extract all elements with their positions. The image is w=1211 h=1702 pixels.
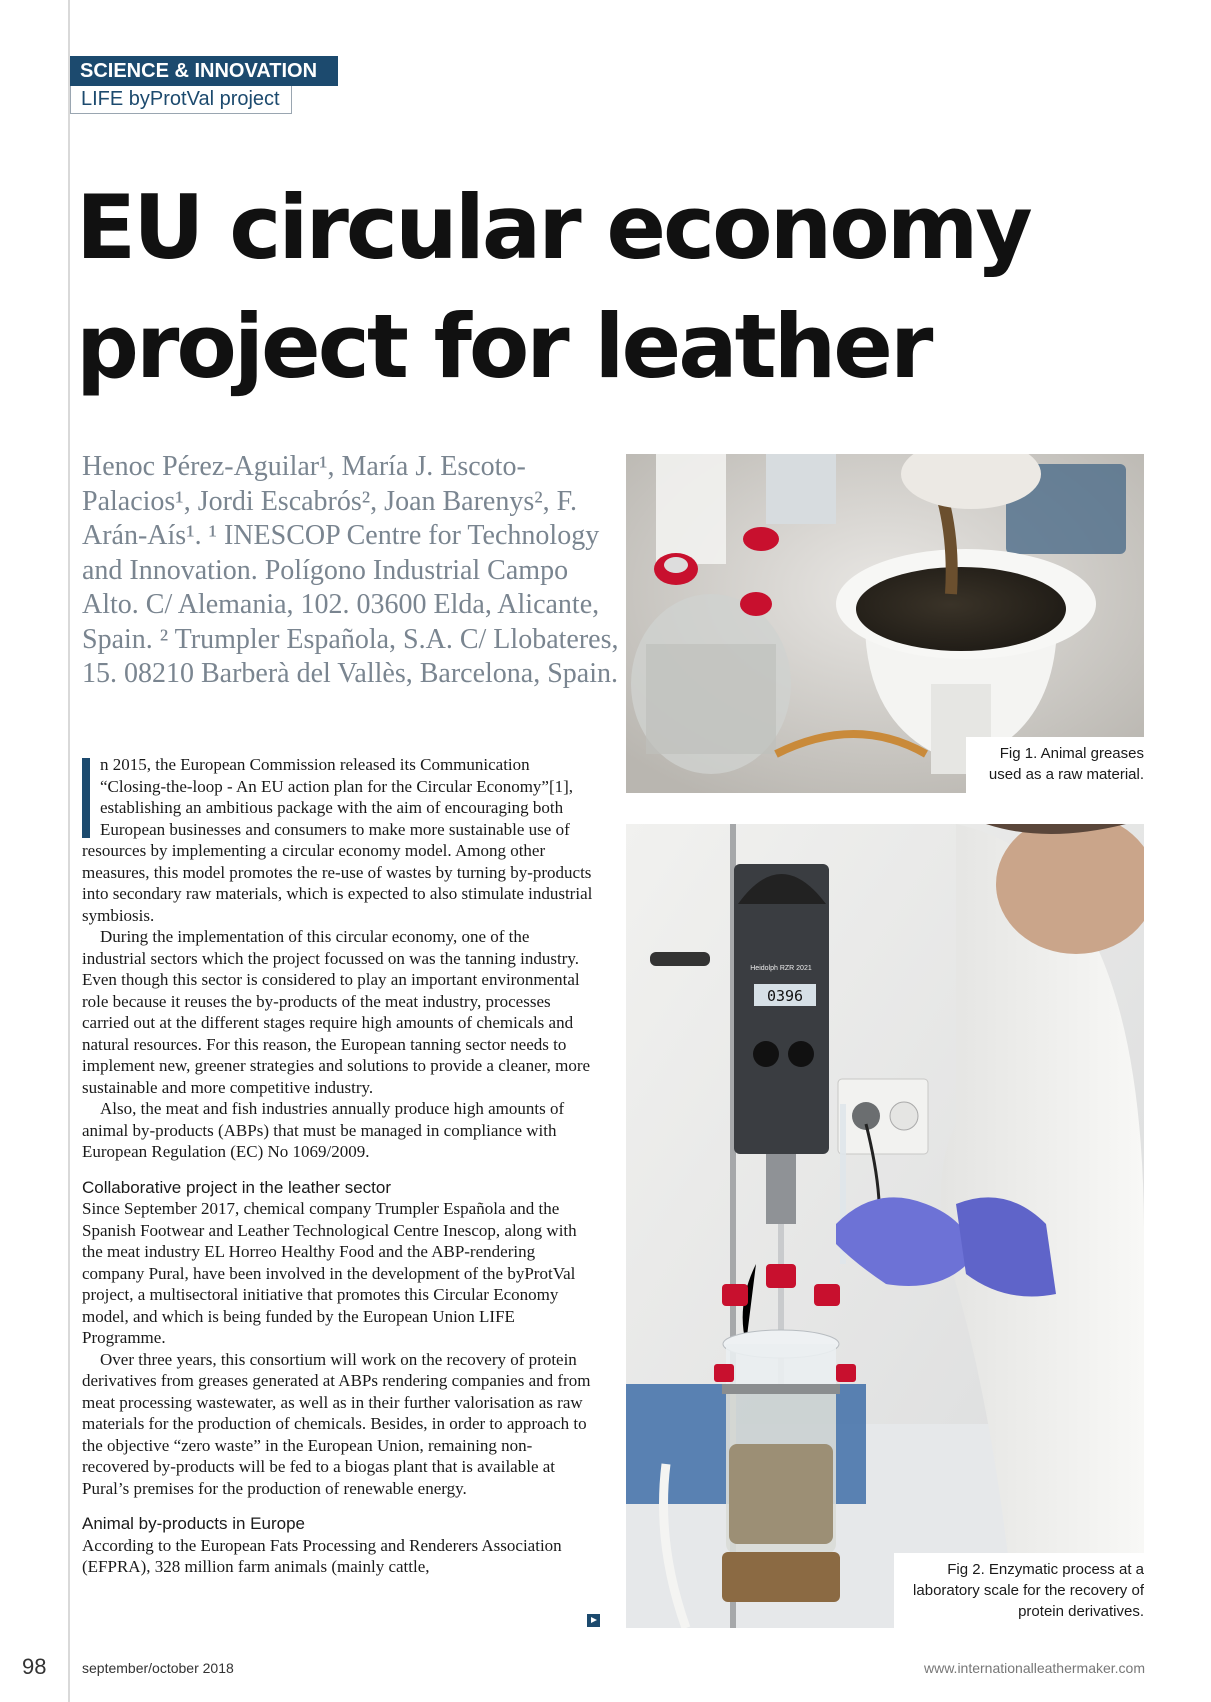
continue-arrow-icon — [587, 1614, 600, 1627]
figure-2-caption: Fig 2. Enzymatic process at a laboratory scale for the recovery of protein derivatives. — [894, 1553, 1144, 1628]
figure-1 — [626, 454, 1144, 793]
article-body — [82, 754, 596, 1578]
stirrer-display: 0396 — [766, 987, 804, 1005]
figure-2-photo — [626, 824, 1144, 1628]
issue-date: september/october 2018 — [82, 1660, 234, 1676]
body-paragraph: n 2015, the European Commission released its Communication “Closing-the-loop - An EU action plan for the Circular Economy”[1], establishing an ambitious package with the aim of encouraging both European businesses and consumers to make more sustainable use of resources by implementing a circular economy model. Among other measures, this model promotes the re-use of wastes by turning by-products into secondary raw materials, which is expected to also stimulate industrial symbiosis. — [82, 755, 593, 925]
margin-rule — [68, 0, 70, 1702]
body-paragraph: According to the European Fats Processing and Renderers Association (EFPRA), 328 million farm animals (mainly cattle, — [82, 1535, 562, 1576]
body-paragraph: Also, the meat and fish industries annually produce high amounts of animal by-products (ABPs) that must be managed in compliance with European Regulation (EC) No 1069/2009. — [82, 1099, 565, 1161]
figure-1-caption: Fig 1. Animal greases used as a raw material. — [966, 737, 1144, 793]
subheading: Animal by-products in Europe — [82, 1514, 306, 1533]
project-tag: LIFE byProtVal project — [70, 86, 292, 114]
subheading: Collaborative project in the leather sector — [82, 1177, 391, 1197]
figure-2 — [626, 824, 1144, 1628]
website-link[interactable]: www.internationalleathermaker.com — [924, 1660, 1145, 1676]
title-line-1: EU circular economy — [76, 176, 1030, 279]
body-paragraph: During the implementation of this circular economy, one of the industrial sectors which the project focussed on was the tanning industry. Even though this sector is considered to play an important environmental role because it reuses the by-products of the meat industry, processes carried out at the different stages require high amounts of chemicals and natural resources. For this reason, the European tanning sector needs to implement new, greener strategies and solutions to provide a cleaner, more sustainable and more competitive industry. — [82, 927, 591, 1097]
title-line-2: project for leather — [76, 295, 931, 398]
author-byline: Henoc Pérez-Aguilar¹, María J. Escoto-Palacios¹, Jordi Escabrós², Joan Barenys², F. Arán-Aís¹. ¹ INESCOP Centre for Technology and Innovation. Polígono Industrial Campo Alto. C/ Alemania, 102. 03600 Elda, Alicante, Spain. ² Trumpler Española, S.A. C/ Llobateres, 15. 08210 Barberà del Vallès, Barcelona, Spain. — [82, 451, 619, 689]
article-title — [76, 168, 1176, 406]
drop-cap-bar — [82, 758, 90, 838]
section-tag: SCIENCE & INNOVATION — [70, 56, 338, 86]
page-number: 98 — [22, 1654, 47, 1679]
stirrer-brand: Heidolph RZR 2021 — [750, 965, 812, 972]
body-paragraph: Over three years, this consortium will work on the recovery of protein derivatives from greases generated at ABPs rendering companies and from meat processing wastewater, as well as in their further valorisation as raw materials for the production of chemicals. Besides, in order to approach to the objective “zero waste” in the European Union, remaining non-recovered by-products will be fed to a biogas plant that is available at Pural’s premises for the production of renewable energy. — [82, 1349, 591, 1498]
body-paragraph: Since September 2017, chemical company Trumpler Española and the Spanish Footwear and Leather Technological Centre Inescop, along with the meat industry EL Horreo Healthy Food and the ABP-rendering company Pural, have been involved in the development of the byProtVal project, a multisectoral initiative that promotes this Circular Economy model, and which is being funded by the European Union LIFE Programme. — [82, 1199, 577, 1347]
